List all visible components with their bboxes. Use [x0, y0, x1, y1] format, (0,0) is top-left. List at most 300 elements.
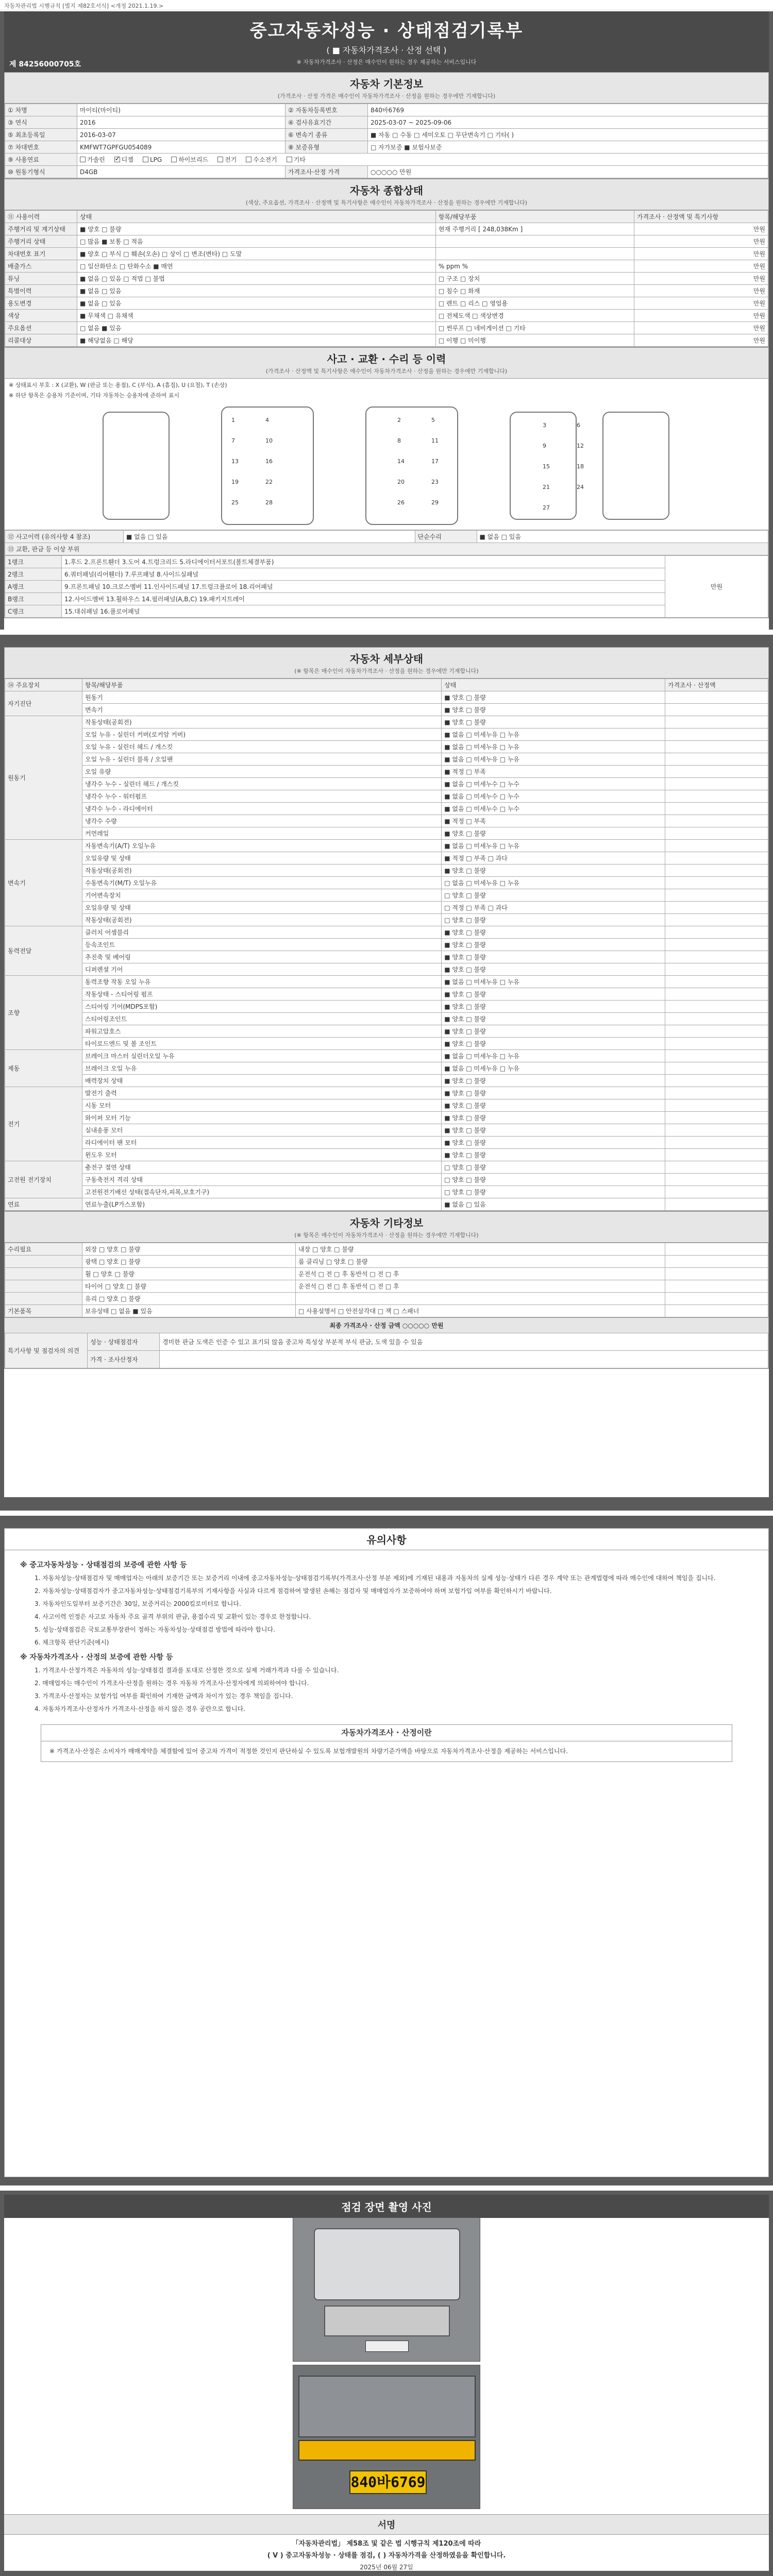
detail-item: 추진축 및 베어링: [82, 951, 442, 963]
sheet-1: [4, 11, 769, 630]
detail-row: [5, 1025, 768, 1038]
detail-price: [665, 988, 768, 1001]
fuel-options: [77, 154, 768, 166]
accident-legend-2: ※ 하단 항목은 승용차 기준이며, 기타 자동차는 승용차에 준하여 표시: [9, 392, 180, 399]
part-number: 28: [265, 499, 273, 506]
detail-group: 자기진단: [5, 691, 82, 716]
detail-item: 냉각수 누수 - 라디에이터: [82, 803, 442, 815]
detail-row: [5, 877, 768, 889]
detail-row: [5, 963, 768, 976]
etc-item-b: 운전석 □ 전 □ 후 동반석 □ 전 □ 후: [296, 1280, 665, 1293]
fuel-option[interactable]: [143, 156, 162, 163]
detail-status: □ 양호 □ 불량: [442, 1161, 665, 1174]
detail-price: [665, 741, 768, 753]
status-value: ■ 해당없음 □ 해당: [77, 334, 436, 347]
fuel-option[interactable]: [246, 156, 277, 163]
detail-item: 구동축전지 격리 상태: [82, 1174, 442, 1186]
detail-status: ■ 적정 □ 부족 □ 과다: [442, 852, 665, 865]
detail-item: 클러치 어셈블리: [82, 926, 442, 939]
rank-table: [5, 555, 768, 618]
detail-item: 윈도우 모터: [82, 1149, 442, 1161]
detail-item: 스티어링 기어(MDPS포함): [82, 1001, 442, 1013]
status-col-header: 상태: [77, 211, 436, 223]
detail-price: [665, 1025, 768, 1038]
checkbox-icon: [143, 157, 148, 162]
status-price: 만원: [634, 334, 768, 347]
rank-parts: 1.후드 2.프론트휀더 3.도어 4.트렁크리드 5.라디에이터서포트(볼트체결부품): [62, 556, 665, 568]
status-item: 특별이력: [5, 285, 77, 297]
detail-price: [665, 716, 768, 728]
etc-row: [5, 1293, 768, 1305]
inspector-opinion: 경미한 판금 도색은 인증 수 있고 표기되 않음 중고차 특성상 부분적 부식 판금, 도색 있을 수 있음: [160, 1333, 768, 1351]
status-price: 만원: [634, 273, 768, 285]
status-value: ■ 없음 □ 있음 □ 적법 □ 불법: [77, 273, 436, 285]
notice-item: 1. 가격조사·산정가격은 자동차의 성능·상태점검 결과를 토대로 산정한 것으로 실제 거래가격과 다를 수 있습니다.: [35, 1667, 339, 1674]
detail-row: [5, 766, 768, 778]
part-number: 4: [265, 417, 269, 423]
status-desc: (색상, 주요옵션, 가격조사 · 산정액 및 특기사항은 매수인이 자동차가격조사 · 산정을 원하는 경우에만 기재합니다): [245, 199, 528, 206]
rank-label: A랭크: [5, 581, 62, 593]
page-4: [0, 2191, 773, 2576]
accident-title: 사고 · 교환 · 수리 등 이력: [327, 353, 446, 365]
sheet-3: [4, 1528, 769, 2177]
checkbox-icon: [217, 157, 223, 162]
status-item: 주행거리 및 계기상태: [5, 223, 77, 235]
detail-item: 변속기: [82, 704, 442, 716]
etc-item-a: 외장 □ 양호 □ 불량: [82, 1243, 296, 1256]
detail-item: 원동기: [82, 691, 442, 704]
basic-row: [5, 129, 768, 141]
status-row: [5, 273, 768, 285]
detail-item: 충전구 절연 상태: [82, 1161, 442, 1174]
detail-row: [5, 951, 768, 963]
fuel-option[interactable]: [171, 156, 208, 163]
detail-status: ■ 없음 □ 미세누수 □ 누수: [442, 803, 665, 815]
sign-title: 서명: [4, 2515, 769, 2535]
detail-price: [665, 852, 768, 865]
status-row: [5, 260, 768, 273]
part-number: 18: [577, 463, 584, 470]
etc-group: 기본품목: [5, 1305, 82, 1317]
basic-value: 2025-03-07 ~ 2025-09-06: [367, 116, 768, 129]
detail-price: [665, 840, 768, 852]
part-number: 1: [231, 417, 235, 423]
form-number-text: 자동차관리법 시행규칙 [별지 제82호서식] <개정 2021.1.19.>: [4, 3, 164, 9]
status-value: □ 없음 ■ 있음: [77, 322, 436, 334]
rank-label: 1랭크: [5, 556, 62, 568]
detail-price: [665, 951, 768, 963]
detail-row: [5, 753, 768, 766]
detail-price: [665, 1161, 768, 1174]
status-row: [5, 285, 768, 297]
status-price: 만원: [634, 248, 768, 260]
basic-title: 자동차 기본정보: [349, 78, 424, 90]
checkbox-icon: [246, 157, 251, 162]
detail-item: 기어변속장치: [82, 889, 442, 902]
fuel-option[interactable]: [217, 156, 237, 163]
rank-parts: 12.사이드멤버 13.휠하우스 14.필러패널(A,B,C) 19.패키지트레이: [62, 593, 665, 605]
fuel-option-label: 가솔린: [87, 156, 105, 163]
status-price: 만원: [634, 235, 768, 248]
basic-label: ⑦ 차대번호: [5, 141, 77, 154]
detail-status: ■ 양호 □ 불량: [442, 1025, 665, 1038]
rear-plate: 840바6769: [349, 2470, 427, 2494]
detail-item: 냉각수 수량: [82, 815, 442, 827]
detail-item: 작동상태(공회전): [82, 865, 442, 877]
checkbox-icon: [171, 157, 177, 162]
fuel-option[interactable]: [287, 156, 306, 163]
detail-price: [665, 902, 768, 914]
detail-status: ■ 양호 □ 불량: [442, 1124, 665, 1137]
doc-subtitle: ( ■ 자동차가격조사 · 산정 선택 ): [326, 45, 447, 55]
part-number: 11: [431, 437, 439, 444]
detail-price: [665, 827, 768, 840]
basic-info-section: [4, 72, 769, 179]
detail-price: [665, 939, 768, 951]
detail-status: ■ 양호 □ 불량: [442, 1137, 665, 1149]
car-diagram: [5, 401, 768, 530]
detail-price: [665, 691, 768, 704]
basic-value: KMFWT7GPFGU054089: [77, 141, 285, 154]
detail-item: 발전기 출력: [82, 1087, 442, 1099]
detail-item: 고전원전기배선 상태(접속단자,피복,보호기구): [82, 1186, 442, 1198]
etc-desc: (※ 항목은 매수인이 자동차가격조사 · 산정을 원하는 경우에만 기재합니다): [294, 1232, 479, 1239]
car-outline: [221, 406, 314, 525]
detail-price: [665, 778, 768, 790]
detail-status: ■ 없음 □ 미세누유 □ 누유: [442, 753, 665, 766]
detail-status: ■ 적정 □ 부족: [442, 766, 665, 778]
fuel-option-label: LPG: [149, 156, 162, 163]
basic-value: 마이티(마이티): [77, 104, 285, 116]
status-row: [5, 334, 768, 347]
detail-row: [5, 889, 768, 902]
detail-price: [665, 790, 768, 803]
detail-item: 작동상태(공회전): [82, 914, 442, 926]
status-row: [5, 297, 768, 310]
detail-status: □ 없음 □ 미세누유 □ 누유: [442, 877, 665, 889]
status-row: [5, 235, 768, 248]
etc-row: [5, 1256, 768, 1268]
detail-status: □ 적정 □ 부족 □ 과다: [442, 902, 665, 914]
sign-section: [4, 2514, 769, 2571]
etc-group: [5, 1293, 82, 1305]
basic-row: [5, 104, 768, 116]
accident-legend: ※ 상태표시 부호 : X (교환), W (판금 또는 용접), C (부식), A (흠집), U (요철), T (손상): [9, 382, 227, 388]
basic-row: [5, 116, 768, 129]
checkbox-icon: [114, 157, 120, 162]
detail-price: [665, 976, 768, 988]
status-section: [4, 179, 769, 347]
detail-col-header: 항목/해당부품: [82, 679, 442, 691]
detail-row: [5, 1198, 768, 1211]
detail-row: [5, 691, 768, 704]
status-value: □ 일산화탄소 □ 탄화수소 ■ 매연: [77, 260, 436, 273]
detail-row: [5, 865, 768, 877]
status-price: 만원: [634, 297, 768, 310]
status-detail: 현재 주행거리 [ 248,038Km ]: [435, 223, 634, 235]
fuel-option[interactable]: [80, 156, 105, 163]
basic-label: ① 차명: [5, 104, 77, 116]
etc-group: [5, 1256, 82, 1268]
basic-label: ⑧ 보증유형: [285, 141, 367, 154]
detail-status: ■ 양호 □ 불량: [442, 926, 665, 939]
detail-row: [5, 902, 768, 914]
basic-value: 840바6769: [367, 104, 768, 116]
status-detail: % ppm %: [435, 260, 634, 273]
detail-item: 디퍼렌셜 기어: [82, 963, 442, 976]
detail-price: [665, 926, 768, 939]
detail-group: 조향: [5, 976, 82, 1050]
detail-row: [5, 1013, 768, 1025]
detail-price: [665, 1149, 768, 1161]
status-detail: □ 썬루프 □ 네비게이션 □ 기타: [435, 322, 634, 334]
car-outline: [602, 412, 669, 520]
etc-item-b: □ 사용설명서 □ 안전삼각대 □ 잭 □ 스패너: [296, 1305, 665, 1317]
price-value: ○○○○○ 만원: [367, 166, 768, 178]
part-number: 20: [397, 479, 405, 485]
detail-row: [5, 827, 768, 840]
detail-item: 시동 모터: [82, 1099, 442, 1112]
status-col-header: ⑪ 사용이력: [5, 211, 77, 223]
appraiser-opinion: [160, 1351, 768, 1368]
detail-row: [5, 1161, 768, 1174]
part-number: 7: [231, 437, 235, 444]
doc-title: 중고자동차성능 · 상태점검기록부: [249, 21, 524, 41]
status-value: ■ 양호 □ 부식 □ 훼손(오손) □ 상이 □ 변조(변타) □ 도말: [77, 248, 436, 260]
etc-item-a: 유리 □ 양호 □ 불량: [82, 1293, 296, 1305]
basic-label: ⑥ 변속기 종류: [285, 129, 367, 141]
sign-line-2: ( V ) 중고자동차성능 · 상태를 점검, ( ) 자동차가격을 산정하였음을 확인합니다.: [267, 2552, 506, 2560]
etc-price: [665, 1256, 768, 1268]
status-price: 만원: [634, 260, 768, 273]
detail-row: [5, 1099, 768, 1112]
detail-row: [5, 741, 768, 753]
accident-desc: (가격조사 · 산정액 및 특기사항은 매수인이 자동차가격조사 · 산정을 원하는 경우에만 기재합니다): [265, 368, 508, 375]
etc-price: [665, 1305, 768, 1317]
part-number: 16: [265, 458, 273, 465]
status-value: ■ 없음 □ 있음: [77, 285, 436, 297]
detail-row: [5, 840, 768, 852]
status-detail: [435, 235, 634, 248]
detail-status: □ 양호 □ 불량: [442, 1174, 665, 1186]
basic-label: ③ 연식: [5, 116, 77, 129]
detail-item: 와이퍼 모터 기능: [82, 1112, 442, 1124]
detail-row: [5, 704, 768, 716]
detail-table: [5, 679, 768, 1211]
part-number: 21: [543, 484, 550, 490]
sheet-4: [4, 2195, 769, 2571]
accident-section: [4, 347, 769, 618]
detail-item: 라디에이터 팬 모터: [82, 1137, 442, 1149]
detail-status: □ 양호 □ 불량: [442, 889, 665, 902]
rank-row: [5, 605, 768, 618]
detail-row: [5, 803, 768, 815]
detail-status: ■ 없음 □ 미세누수 □ 누수: [442, 778, 665, 790]
detail-price: [665, 963, 768, 976]
detail-group: 제동: [5, 1050, 82, 1087]
fuel-label: ⑨ 사용연료: [5, 154, 77, 166]
rank-parts: 6.쿼터패널(리어휀더) 7.루프패널 8.사이드실패널: [62, 568, 665, 581]
doc-header: [4, 11, 769, 72]
checkbox-icon: [287, 157, 292, 162]
detail-status: ■ 양호 □ 불량: [442, 1038, 665, 1050]
detail-group: 연료: [5, 1198, 82, 1211]
etc-price: [665, 1268, 768, 1280]
exterior-label: ⑬ 교환, 판금 등 이상 부위: [5, 543, 768, 555]
history-value: ■ 없음 □ 있음: [124, 531, 415, 543]
notice-item: 5. 성능·상태점검은 국토교통부장관이 정하는 자동차성능·상태점검 방법에 따라야 합니다.: [35, 1626, 275, 1633]
etc-item-a: 광택 □ 양호 □ 불량: [82, 1256, 296, 1268]
detail-row: [5, 939, 768, 951]
car-outline: [103, 412, 170, 520]
car-outline: [365, 406, 458, 525]
notice-item: 3. 가격조사·산정자는 보험가입 여부를 확인하여 기재한 금액과 차이가 있는 경우 책임을 집니다.: [35, 1692, 293, 1700]
part-number: 9: [543, 443, 546, 449]
detail-row: [5, 815, 768, 827]
detail-item: 오일유량 및 상태: [82, 902, 442, 914]
detail-status: ■ 없음 □ 있음: [442, 1198, 665, 1211]
basic-desc: (가격조사 · 산정 가격은 매수인이 자동차가격조사 · 산정을 원하는 경우에만 기재합니다): [277, 93, 496, 99]
etc-row: [5, 1268, 768, 1280]
detail-col-header: ⑭ 주요장치: [5, 679, 82, 691]
detail-status: □ 양호 □ 불량: [442, 914, 665, 926]
motor-row: [5, 166, 768, 178]
basic-label: ② 자동차등록번호: [285, 104, 367, 116]
detail-status: ■ 양호 □ 불량: [442, 951, 665, 963]
part-number: 5: [431, 417, 435, 423]
fuel-option[interactable]: [114, 156, 133, 163]
etc-row: [5, 1243, 768, 1256]
etc-item-b: 룸 클리닝 □ 양호 □ 불량: [296, 1256, 665, 1268]
basic-label: ⑤ 최초등록일: [5, 129, 77, 141]
status-item: 배출가스: [5, 260, 77, 273]
detail-status: ■ 양호 □ 불량: [442, 865, 665, 877]
basic-value: □ 자가보증 ■ 보험사보증: [367, 141, 768, 154]
detail-status: ■ 없음 □ 미세누수 □ 누수: [442, 790, 665, 803]
rank-label: C랭크: [5, 605, 62, 618]
part-number: 24: [577, 484, 584, 490]
etc-item-a: 보유상태 □ 없음 ■ 있음: [82, 1305, 296, 1317]
appraisal-box-text: ※ 가격조사·산정은 소비자가 매매계약을 체결함에 있어 중고차 가격이 적정한 것인지 판단하실 수 있도록 보험개발원의 차량기준가액을 바탕으로 자동차가격조사·산정을 제공하는 서비스입니다.: [49, 1748, 568, 1755]
status-col-header: 항목/해당부품: [435, 211, 634, 223]
sheet-2: [4, 647, 769, 1497]
etc-price: [665, 1280, 768, 1293]
detail-item: 파워고압호스: [82, 1025, 442, 1038]
repair-label: 단순수리: [415, 531, 477, 543]
detail-price: [665, 704, 768, 716]
detail-col-header: 가격조사 · 산정액: [665, 679, 768, 691]
etc-group: [5, 1280, 82, 1293]
status-table: [5, 210, 768, 347]
part-number: 15: [543, 463, 550, 470]
notice-title: 유의사항: [366, 1534, 407, 1546]
status-col-header: 가격조사 · 산정액 및 특기사항: [634, 211, 768, 223]
status-item: 리콜대상: [5, 334, 77, 347]
rank-row: [5, 568, 768, 581]
detail-col-header: 상태: [442, 679, 665, 691]
detail-row: [5, 1050, 768, 1062]
etc-row: [5, 1305, 768, 1317]
etc-group: [5, 1268, 82, 1280]
part-number: 10: [265, 437, 273, 444]
status-item: 주요옵션: [5, 322, 77, 334]
rank-parts: 15.대쉬패널 16.플로어패널: [62, 605, 665, 618]
detail-item: 오일 누유 - 실린더 커버(로커암 커버): [82, 728, 442, 741]
etc-title: 자동차 기타정보: [349, 1217, 424, 1229]
detail-price: [665, 1137, 768, 1149]
detail-item: 등속조인트: [82, 939, 442, 951]
status-item: 튜닝: [5, 273, 77, 285]
detail-price: [665, 1124, 768, 1137]
detail-status: ■ 양호 □ 불량: [442, 1099, 665, 1112]
part-number: 29: [431, 499, 439, 506]
part-number: 8: [397, 437, 401, 444]
part-number: 23: [431, 479, 439, 485]
detail-price: [665, 1038, 768, 1050]
etc-row: [5, 1280, 768, 1293]
detail-group: 동력전달: [5, 926, 82, 976]
sign-line-1: 「자동차관리법」 제58조 및 같은 법 시행규칙 제120조에 따라: [292, 2540, 481, 2548]
detail-status: ■ 없음 □ 미세누유 □ 누유: [442, 728, 665, 741]
detail-row: [5, 1124, 768, 1137]
detail-row: [5, 1174, 768, 1186]
final-price: 최종 가격조사 · 산정 금액 ○○○○○ 만원: [5, 1317, 768, 1333]
detail-item: 오일 유량: [82, 766, 442, 778]
basic-row: [5, 141, 768, 154]
detail-row: [5, 728, 768, 741]
fuel-option-label: 전기: [225, 156, 237, 163]
part-number: 26: [397, 499, 405, 506]
detail-price: [665, 1174, 768, 1186]
detail-row: [5, 1001, 768, 1013]
detail-status: ■ 양호 □ 불량: [442, 1112, 665, 1124]
fuel-option-label: 하이브리드: [178, 156, 209, 163]
fuel-row: [5, 154, 768, 166]
detail-status: ■ 양호 □ 불량: [442, 963, 665, 976]
detail-status: ■ 양호 □ 불량: [442, 827, 665, 840]
status-value: ■ 없음 □ 있음: [77, 297, 436, 310]
appraisal-box-title: 자동차가격조사 · 산정이란: [41, 1725, 732, 1741]
detail-status: ■ 양호 □ 불량: [442, 716, 665, 728]
detail-item: 연료누출(LP가스포함): [82, 1198, 442, 1211]
fuel-option-label: 기타: [293, 156, 306, 163]
notice-item: 4. 사고이력 인정은 사고로 자동차 주요 골격 부위의 판금, 용접수리 및 교환이 있는 경우로 한정합니다.: [35, 1613, 311, 1620]
detail-row: [5, 1062, 768, 1075]
fuel-option-label: 디젤: [121, 156, 133, 163]
doc-number: 제 84256000705호: [9, 60, 81, 69]
status-row: [5, 223, 768, 235]
detail-price: [665, 803, 768, 815]
status-detail: [435, 248, 634, 260]
detail-status: ■ 양호 □ 불량: [442, 1013, 665, 1025]
etc-price: [665, 1243, 768, 1256]
fuel-option-label: 수소전기: [253, 156, 277, 163]
rank-parts: 9.프론트패널 10.크로스멤버 11.인사이드패널 17.트렁크플로어 18.리어패널: [62, 581, 665, 593]
status-detail: □ 렌트 □ 리스 □ 영업용: [435, 297, 634, 310]
basic-label: ④ 검사유효기간: [285, 116, 367, 129]
detail-status: ■ 적정 □ 부족: [442, 815, 665, 827]
page-3: [0, 1516, 773, 2185]
detail-price: [665, 1198, 768, 1211]
detail-item: 작동상태(공회전): [82, 716, 442, 728]
detail-item: 동력조향 작동 오일 누유: [82, 976, 442, 988]
sign-date: 2025년 06월 27일: [360, 2564, 413, 2571]
detail-status: ■ 없음 □ 미세누유 □ 누유: [442, 976, 665, 988]
notice-sub-1: ※ 중고자동차성능 · 상태점검의 보증에 관한 사항 등: [20, 1561, 187, 1569]
detail-item: 오일 누유 - 실린더 블록 / 오일팬: [82, 753, 442, 766]
detail-item: 오일 누유 - 실린더 헤드 / 개스킷: [82, 741, 442, 753]
rank-price: 만원: [665, 556, 768, 618]
